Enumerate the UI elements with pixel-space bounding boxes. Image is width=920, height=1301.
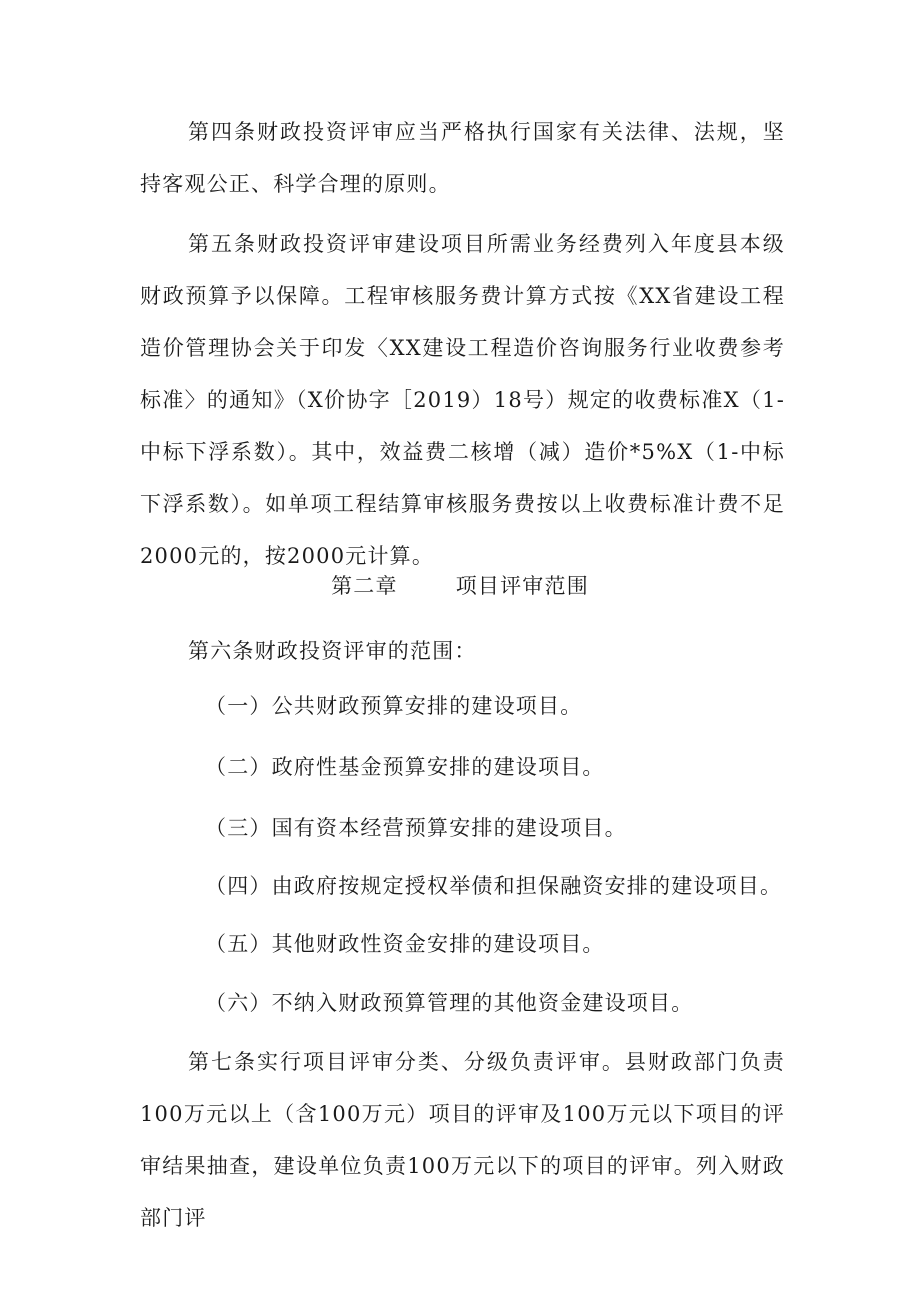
chapter-number: 第二章 (331, 574, 398, 598)
article-7-paragraph: 第七条实行项目评审分类、分级负责评审。县财政部门负责100万元以上（含100万元）项目的评审及100万元以下项目的评审结果抽查，建设单位负责100万元以下的项目的评审。列入财政部门评 (140, 1050, 785, 1230)
chapter-2-heading (0, 566, 920, 606)
chapter-title: 项目评审范围 (455, 574, 589, 598)
scope-item-6: （六）不纳入财政预算管理的其他资金建设项目。 (205, 991, 694, 1015)
scope-item-1: （一）公共财政预算安排的建设项目。 (205, 694, 583, 718)
scope-item-2: （二）政府性基金预算安排的建设项目。 (205, 755, 605, 779)
scope-item-4: （四）由政府按规定授权举债和担保融资安排的建设项目。 (205, 874, 783, 898)
article-6-paragraph: 第六条财政投资评审的范围： (188, 639, 477, 663)
article-5-paragraph: 第五条财政投资评审建设项目所需业务经费列入年度县本级财政预算予以保障。工程审核服务费计算方式按《XX省建设工程造价管理协会关于印发〈XX建设工程造价咨询服务行业收费参考标准〉的通知》（X价协字［2019）18号）规定的收费标准X（1-中标下浮系数）。其中，效益费二核增（减）造价*5%X（1-中标下浮系数）。如单项工程结算审核服务费按以上收费标准计费不足2000元的，按2000元计算。 (140, 232, 785, 568)
scope-item-5: （五）其他财政性资金安排的建设项目。 (205, 932, 605, 956)
scope-item-3: （三）国有资本经营预算安排的建设项目。 (205, 816, 627, 840)
article-4-paragraph: 第四条财政投资评审应当严格执行国家有关法律、法规，坚持客观公正、科学合理的原则。 (140, 120, 785, 196)
